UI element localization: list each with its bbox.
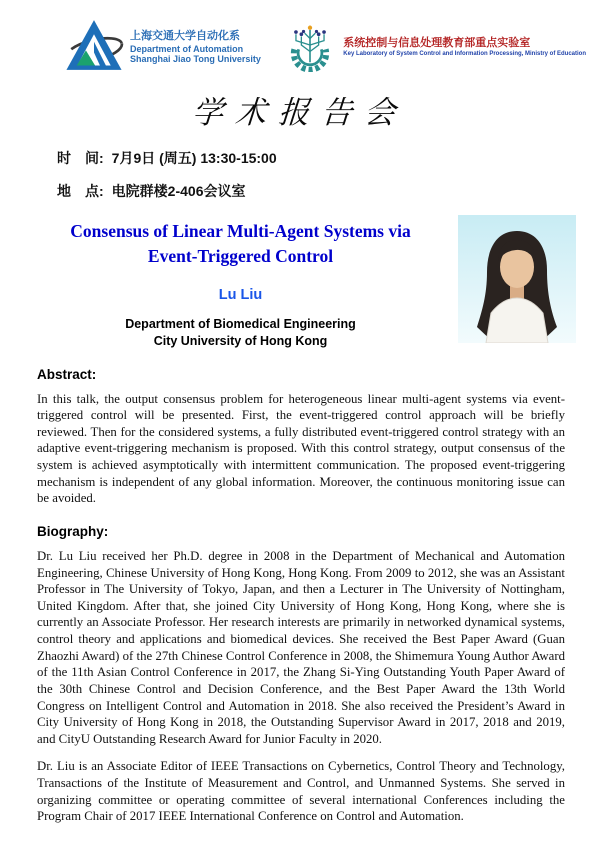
- abstract-section: [37, 367, 565, 507]
- lab-logo-subtitle-en: Key Laboratory of System Control and Information Processing, Ministry of Education: [343, 50, 586, 57]
- biography-paragraph-1: Dr. Lu Liu received her Ph.D. degree in 2008 in the Department of Mechanical and Automation Engineering, Chinese University of Hong Kong, Hong Kong. From 2009 to 2012, she was an Assistant Professor in The University of Tokyo, Japan, and then a Lecturer in The University of Nottingham, United Kingdom. After that, she joined City University of Hong Kong, Hong Kong, where she is currently an Associate Professor. Her research interests are primarily in networked dynamical systems, control theory and applications and biomedical devices. She received the Best Paper Award (Guan Zhaozhi Award) of the 27th Chinese Control Conference in 2008, the Shimemura Young Author Award of the 11th Asian Control Conference in 2017, the Zhang Si-Ying Outstanding Youth Paper Award of the 30th Chinese Control and Decision Conference, and the Best Paper Award the 13th World Congress on Intelligent Control and Automation in 2018. She also received the President’s Award in City University of Hong Kong in 2018, the Outstanding Supervisor Award in 2017, 2018 and 2019, and CityU Outstanding Research Award for Junior Faculty in 2020.: [37, 548, 565, 746]
- biography-heading: Biography:: [37, 523, 109, 539]
- talk-block: [37, 215, 576, 350]
- biography-paragraph-2: Dr. Liu is an Associate Editor of IEEE Transactions on Cybernetics, Control Theory and Technology, Transactions of the Institute of Measurement and Control, and Unmanned Systems. She served in organizing committee or operating committee of several international Conferences including the Program Chair of 2017 IEEE International Conference on Control and Automation.: [37, 759, 565, 824]
- time-value: 7月9日 (周五) 13:30-15:00: [111, 150, 277, 166]
- talk-title: Consensus of Linear Multi-Agent Systems via Event-Triggered Control: [70, 221, 411, 267]
- affiliation-university: City University of Hong Kong: [153, 333, 328, 348]
- event-time-row: [57, 148, 600, 168]
- header: [0, 0, 600, 77]
- location-label: 地 点:: [57, 183, 104, 199]
- key-laboratory-logo: [283, 18, 586, 77]
- sjtu-logo-text: [130, 30, 261, 65]
- event-info: [57, 148, 600, 201]
- seminar-banner-title: 学术报告会: [190, 95, 409, 131]
- location-value: 电院群楼2-406会议室: [111, 183, 246, 199]
- lab-gear-tree-logo-icon: [283, 18, 337, 77]
- lab-logo-text: [343, 36, 586, 58]
- speaker-portrait-photo: [458, 215, 576, 343]
- sjtu-triangle-logo-icon: [64, 18, 124, 77]
- time-label: 时 间:: [57, 150, 104, 166]
- talk-text-column: [37, 215, 458, 350]
- event-location-row: [57, 181, 600, 201]
- sjtu-logo-title-cn: 上海交通大学自动化系: [130, 29, 240, 42]
- biography-section: [37, 524, 565, 825]
- abstract-body: In this talk, the output consensus problem for heterogeneous linear multi-agent systems via event-triggered control will be presented. First, the event-triggered control approach will be briefly reviewed. Then for the considered systems, a fully distributed event-triggered control strategy with an adaptive event-triggering mechanism is proposed. With this control strategy, output consensus of the system is achieved asymptotically with intermittent communication. The proposed event-triggering mechanism is independent of any global information. Moreover, the continuous monitoring issue can be avoided.: [37, 391, 565, 506]
- lab-logo-title-cn: 系统控制与信息处理教育部重点实验室: [343, 37, 531, 50]
- speaker-affiliation: [37, 316, 444, 350]
- sjtu-automation-logo: [64, 18, 261, 77]
- affiliation-department: Department of Biomedical Engineering: [125, 316, 356, 331]
- speaker-name: Lu Liu: [218, 286, 263, 303]
- sjtu-logo-subtitle-2: Shanghai Jiao Tong University: [130, 54, 261, 65]
- sjtu-logo-subtitle-1: Department of Automation: [130, 43, 244, 54]
- abstract-heading: Abstract:: [37, 366, 97, 382]
